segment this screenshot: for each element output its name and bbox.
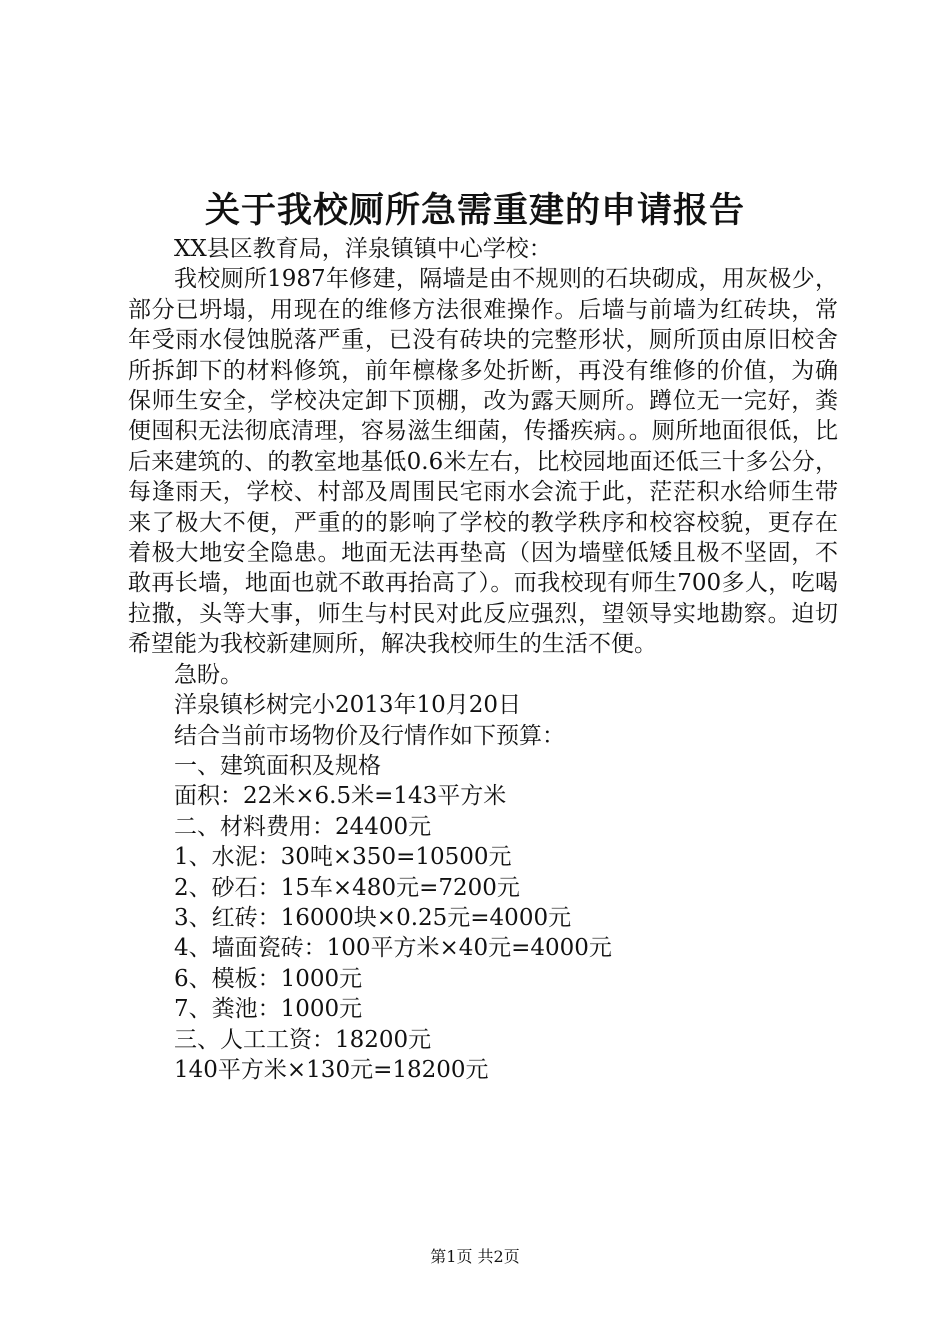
body-paragraph: 我校厕所1987年修建，隔墙是由不规则的石块砌成，用灰极少，部分已坍塌，用现在的维修方法很难操作。后墙与前墙为红砖块，常年受雨水侵蚀脱落严重，已没有砖块的完整形状，厕所顶由原旧校舍所拆卸下的材料修筑，前年檩椽多处折断，再没有维修的价值，为确保师生安全，学校决定卸下顶棚，改为露天厕所。蹲位无一完好，粪便囤积无法彻底清理，容易滋生细菌，传播疾病。。厕所地面很低，比后来建筑的、的教室地基低0.6米左右，比校园地面还低三十多公分，每逢雨天，学校、村部及周围民宅雨水会流于此，茫茫积水给师生带来了极大不便，严重的的影响了学校的教学秩序和校容校貌，更存在着极大地安全隐患。地面无法再垫高（因为墙壁低矮且极不坚固，不敢再长墙，地面也就不敢再抬高了）。而我校现有师生700多人，吃喝拉撒，头等大事，师生与村民对此反应强烈，望领导实地勘察。迫切希望能为我校新建厕所，解决我校师生的生活不便。 bbox=[128, 266, 838, 658]
budget-intro: 结合当前市场物价及行情作如下预算： bbox=[174, 722, 565, 749]
budget-line: 一、建筑面积及规格 bbox=[174, 752, 381, 779]
budget-line: 三、人工工资：18200元 bbox=[174, 1026, 432, 1053]
budget-line: 2、砂石：15车×480元=7200元 bbox=[174, 874, 520, 901]
budget-line: 二、材料费用：24400元 bbox=[174, 813, 432, 840]
page-footer: 第1页 共2页 bbox=[430, 1247, 520, 1266]
document-body bbox=[128, 234, 838, 1085]
document-title: 关于我校厕所急需重建的申请报告 bbox=[204, 191, 745, 231]
budget-line: 面积：22米×6.5米=143平方米 bbox=[174, 783, 507, 810]
budget-line: 4、墙面瓷砖：100平方米×40元=4000元 bbox=[174, 935, 612, 962]
closing: 急盼。 bbox=[174, 661, 243, 688]
salutation: XX县区教育局，洋泉镇镇中心学校： bbox=[174, 236, 552, 262]
budget-line: 140平方米×130元=18200元 bbox=[174, 1056, 489, 1083]
signature-date: 洋泉镇杉树完小2013年10月20日 bbox=[174, 692, 522, 719]
budget-line: 3、红砖：16000块×0.25元=4000元 bbox=[174, 904, 572, 931]
budget-line: 1、水泥：30吨×350=10500元 bbox=[174, 844, 512, 871]
budget-line: 6、模板：1000元 bbox=[174, 965, 363, 992]
budget-line: 7、粪池：1000元 bbox=[174, 996, 363, 1023]
